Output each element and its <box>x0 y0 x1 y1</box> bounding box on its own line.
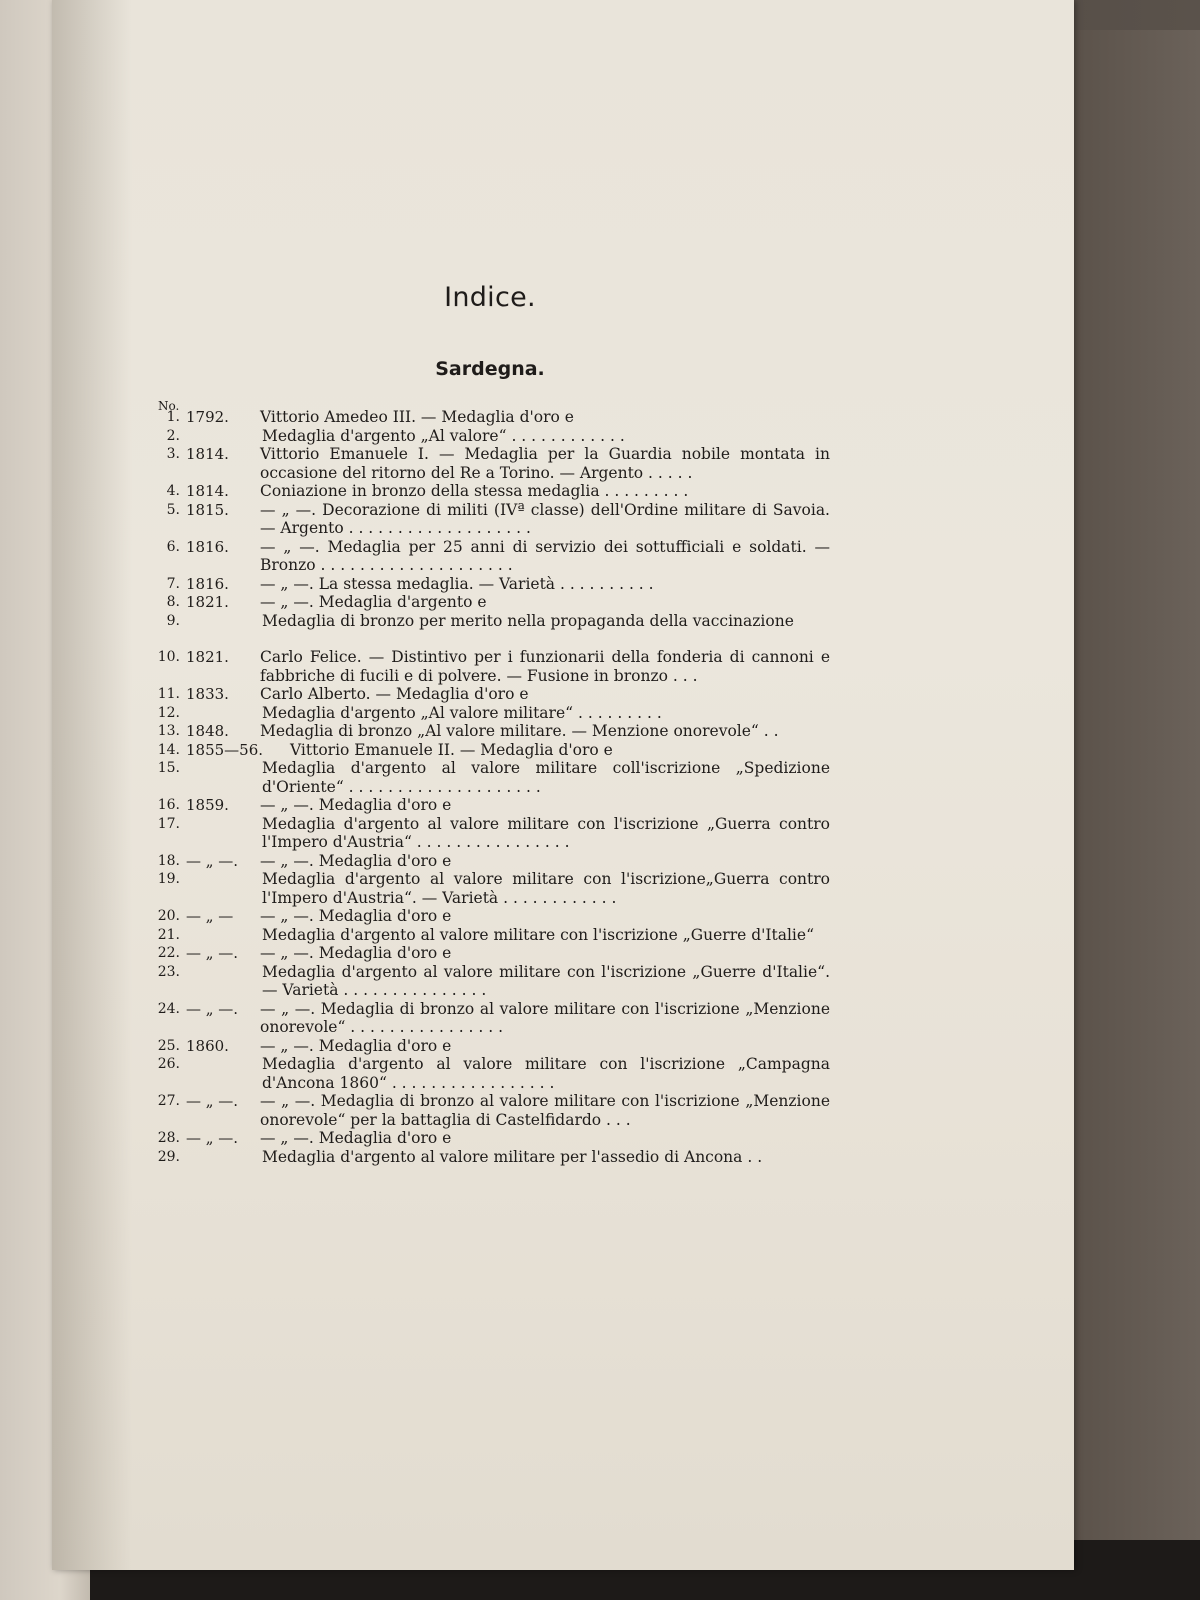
entry-number: 2. <box>166 427 180 444</box>
entry-number: 21. <box>157 926 180 943</box>
index-entry <box>150 796 830 815</box>
index-entry <box>150 1148 830 1167</box>
entry-number: 20. <box>157 908 180 924</box>
entry-text: Carlo Felice. — Distintivo per i funzionarii della fonderia di cannoni e fabbriche di fucili e di polvere. — Fusione in bronzo . . . <box>260 648 830 685</box>
entry-year: — „ —. <box>186 999 239 1018</box>
index-entry <box>150 408 830 427</box>
entry-number: 29. <box>157 1148 180 1165</box>
entry-number: 25. <box>157 1037 180 1054</box>
index-entry <box>150 722 830 741</box>
index-entry <box>150 963 830 1000</box>
entry-number: 10. <box>157 649 180 665</box>
index-entry <box>150 926 830 945</box>
entry-year: — „ — <box>186 907 234 925</box>
entry-text: — „ —. Medaglia d'oro e <box>260 796 452 814</box>
entry-text: Medaglia d'argento al valore militare con l'iscrizione „Guerre d'Italie“. — Varietà . . . . . . . . . . . . . . . <box>262 962 830 999</box>
index-entry <box>150 1037 830 1056</box>
index-entry <box>150 538 830 575</box>
index-entry <box>150 1055 830 1092</box>
number-column-label: No. <box>158 399 180 413</box>
index-entry <box>150 852 830 871</box>
entry-number: 16. <box>157 797 180 813</box>
entry-number: 17. <box>157 815 180 832</box>
index-entries <box>150 408 830 1166</box>
entry-year: 1833. <box>186 685 229 703</box>
entry-year: 1815. <box>186 500 229 519</box>
index-entry <box>150 648 830 685</box>
index-entry <box>150 759 830 796</box>
spacer <box>150 630 830 648</box>
entry-number: 14. <box>157 741 180 758</box>
entry-text: Medaglia di bronzo „Al valore militare. — Menzione onorevole“ . . <box>260 722 779 740</box>
entry-year: — „ —. <box>186 851 239 870</box>
entry-number: 15. <box>157 760 180 776</box>
entry-number: 7. <box>166 575 180 592</box>
right-book-edge <box>1072 30 1200 1540</box>
entry-year: 1814. <box>186 445 229 463</box>
entry-number: 1. <box>166 409 180 425</box>
entry-number: 4. <box>166 483 180 499</box>
entry-year: 1821. <box>186 593 229 611</box>
entry-number: 19. <box>157 871 180 887</box>
entry-number: 9. <box>166 612 180 629</box>
entry-text: Medaglia d'argento al valore militare con l'iscrizione „Campagna d'Ancona 1860“ . . . . . . . . . . . . . . . . . <box>262 1055 830 1092</box>
entry-number: 26. <box>157 1056 180 1072</box>
page-title: Indice. <box>444 282 536 313</box>
entry-text: — „ —. Medaglia d'oro e <box>260 944 452 962</box>
section-heading: Sardegna. <box>435 358 545 380</box>
entry-number: 3. <box>166 446 180 462</box>
entry-text: Medaglia d'argento al valore militare per l'assedio di Ancona . . <box>262 1147 763 1166</box>
entry-text: — „ —. Medaglia d'oro e <box>260 1129 452 1147</box>
entry-year: 1859. <box>186 796 229 814</box>
entry-text: Coniazione in bronzo della stessa medaglia . . . . . . . . . <box>260 482 689 500</box>
entry-text: Medaglia d'argento al valore militare con l'iscrizione„Guerra contro l'Impero d'Austria“. — Varietà . . . . . . . . . . . . <box>262 870 830 907</box>
entry-text: Vittorio Emanuele I. — Medaglia per la Guardia nobile montata in occasione del ritorno del Re a Torino. — Argento . . . . . <box>260 445 830 482</box>
entry-text: — „ —. Medaglia di bronzo al valore militare con l'iscrizione „Menzione onorevole“ . . . . . . . . . . . . . . . . <box>260 999 830 1036</box>
entry-year: 1860. <box>186 1036 229 1055</box>
entry-number: 11. <box>157 686 180 702</box>
entry-year: 1816. <box>186 537 229 556</box>
entry-text: — „ —. Medaglia d'oro e <box>260 1036 452 1055</box>
entry-text: Vittorio Amedeo III. — Medaglia d'oro e <box>260 408 574 426</box>
index-entry <box>150 612 830 631</box>
entry-text: — „ —. Decorazione di militi (IVª classe) dell'Ordine militare di Savoia. — Argento . . . . . . . . . . . . . . . . . . . <box>260 500 830 537</box>
entry-year: 1855—56. <box>186 740 264 759</box>
entry-year: 1848. <box>186 722 229 740</box>
entry-number: 23. <box>157 963 180 980</box>
entry-number: 12. <box>157 704 180 721</box>
index-entry <box>150 427 830 446</box>
entry-year: — „ —. <box>186 944 239 962</box>
entry-number: 24. <box>157 1000 180 1017</box>
entry-text: — „ —. Medaglia per 25 anni di servizio dei sottufficiali e soldati. — Bronzo . . . . . . . . . . . . . . . . . . . . <box>260 537 830 574</box>
index-entry <box>150 1000 830 1037</box>
entry-year: 1816. <box>186 574 229 593</box>
entry-number: 13. <box>157 723 180 739</box>
index-entry <box>150 501 830 538</box>
entry-year: — „ —. <box>186 1092 239 1110</box>
entry-text: — „ —. Medaglia d'oro e <box>260 851 452 870</box>
index-content <box>150 0 830 1300</box>
entry-text: Medaglia d'argento al valore militare con l'iscrizione „Guerra contro l'Impero d'Austria“ . . . . . . . . . . . . . . . . <box>262 814 830 851</box>
entry-text: Medaglia d'argento al valore militare con l'iscrizione „Guerre d'Italie“ <box>262 925 814 944</box>
entry-number: 5. <box>166 501 180 518</box>
entry-text: — „ —. Medaglia di bronzo al valore militare con l'iscrizione „Menzione onorevole“ per la battaglia di Castelfidardo . . . <box>260 1092 830 1129</box>
entry-text: Medaglia d'argento „Al valore“ . . . . . . . . . . . . <box>262 426 625 445</box>
index-entry <box>150 741 830 760</box>
page-gutter-shade <box>52 0 132 1570</box>
entry-text: Carlo Alberto. — Medaglia d'oro e <box>260 685 529 703</box>
index-entry <box>150 593 830 612</box>
entry-text: — „ —. Medaglia d'argento e <box>260 593 487 611</box>
entry-number: 22. <box>157 945 180 961</box>
entry-year: — „ —. <box>186 1129 239 1147</box>
index-entry <box>150 704 830 723</box>
entry-text: — „ —. La stessa medaglia. — Varietà . . . . . . . . . . <box>260 574 654 593</box>
entry-text: Vittorio Emanuele II. — Medaglia d'oro e <box>290 740 613 759</box>
entry-text: Medaglia di bronzo per merito nella propaganda della vaccinazione <box>262 611 794 630</box>
index-entry <box>150 907 830 926</box>
entry-year: 1814. <box>186 482 229 500</box>
entry-number: 18. <box>157 852 180 869</box>
entry-number: 27. <box>157 1093 180 1109</box>
entry-year: 1792. <box>186 408 229 426</box>
index-entry <box>150 870 830 907</box>
index-entry <box>150 1092 830 1129</box>
index-entry <box>150 685 830 704</box>
index-entry <box>150 944 830 963</box>
entry-number: 8. <box>166 594 180 610</box>
index-entry <box>150 575 830 594</box>
entry-year: 1821. <box>186 648 229 666</box>
index-entry <box>150 445 830 482</box>
entry-number: 6. <box>166 538 180 555</box>
entry-text: Medaglia d'argento „Al valore militare“ . . . . . . . . . <box>262 703 662 722</box>
entry-number: 28. <box>157 1130 180 1146</box>
entry-text: — „ —. Medaglia d'oro e <box>260 907 452 925</box>
index-entry <box>150 1129 830 1148</box>
index-entry <box>150 815 830 852</box>
entry-text: Medaglia d'argento al valore militare coll'iscrizione „Spedizione d'Oriente“ . . . . . . . . . . . . . . . . . . . . <box>262 759 830 796</box>
index-entry <box>150 482 830 501</box>
